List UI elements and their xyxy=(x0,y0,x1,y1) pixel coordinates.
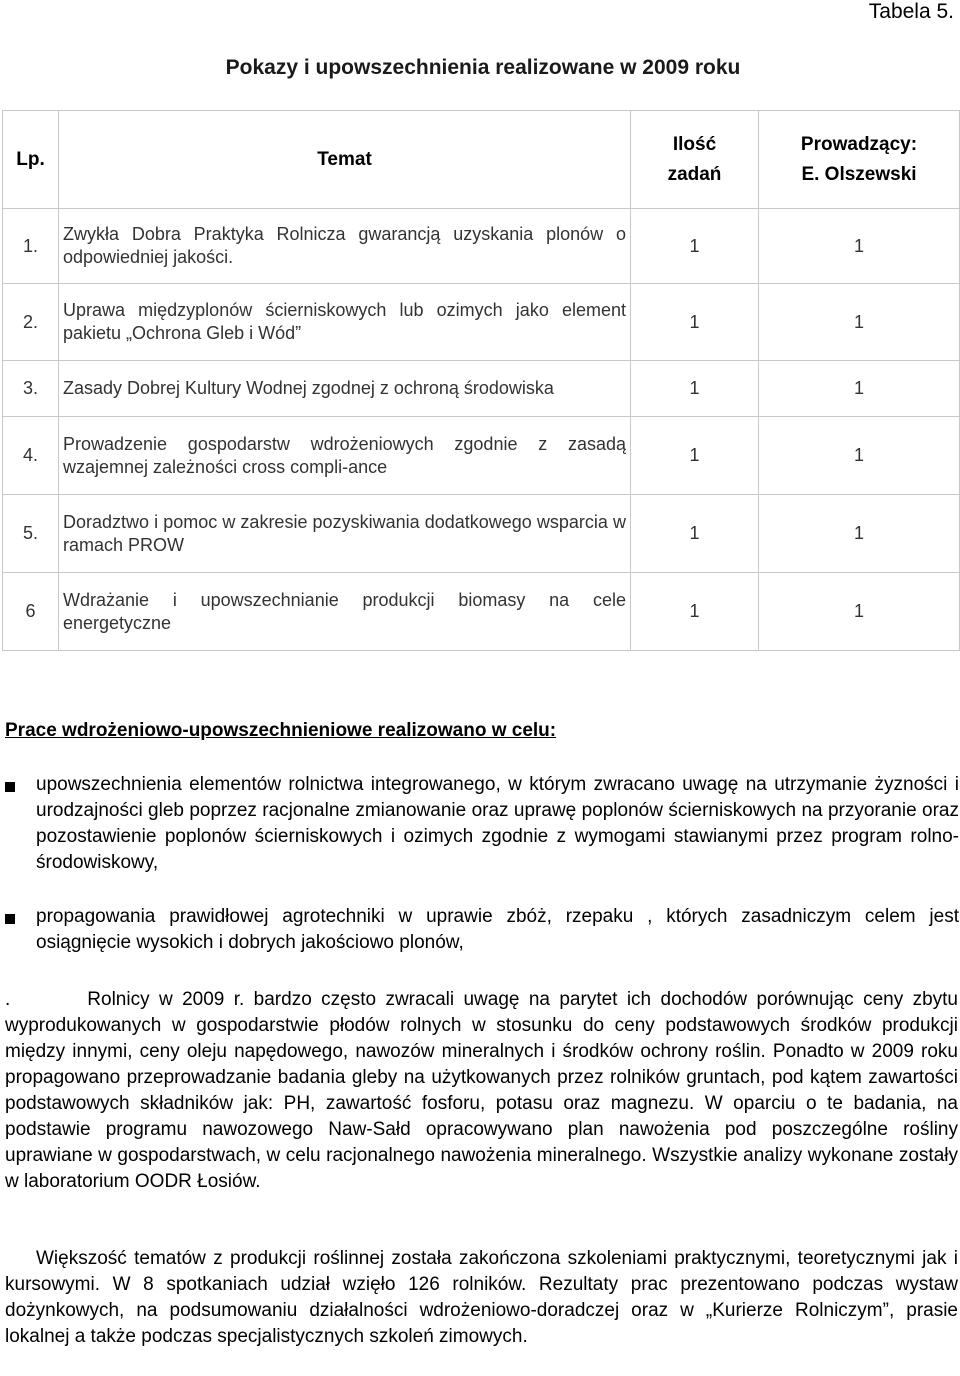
row-prowadzacy: 1 xyxy=(759,361,960,417)
row-topic: Zasady Dobrej Kultury Wodnej zgodnej z ochroną środowiska xyxy=(59,361,631,417)
row-ilosc: 1 xyxy=(631,573,759,651)
table-row xyxy=(3,209,960,284)
row-lp: 2. xyxy=(3,284,59,361)
header-ilosc-line1: Ilość xyxy=(672,133,717,155)
row-topic: Prowadzenie gospodarstw wdrożeniowych zgodnie z zasadą wzajemnej zależności cross compli-ance xyxy=(59,417,631,495)
row-topic: Zwykła Dobra Praktyka Rolnicza gwarancją uzyskania plonów o odpowiedniej jakości. xyxy=(59,209,631,284)
header-lp: Lp. xyxy=(3,111,59,209)
row-ilosc: 1 xyxy=(631,495,759,573)
paragraph-fertilization xyxy=(5,987,958,1195)
bullet-text: propagowania prawidłowej agrotechniki w uprawie zbóż, rzepaku , których zasadniczym celem jest osiągnięcie wysokich i dobrych jakościowo plonów, xyxy=(36,906,959,953)
header-prowadzacy xyxy=(759,111,960,209)
paragraph-text: Rolnicy w 2009 r. bardzo często zwracali uwagę na parytet ich dochodów porównując ceny zbytu wyprodukowanych w gospodarstwie płodów rolnych w stosunku do ceny podstawowych środków produkcji między innymi, ceny oleju napędowego, nawozów mineralnych i środków ochrony roślin. Ponadto w 2009 roku propagowano przeprowadzanie badania gleby na użytkowanych przez rolników gruntach, pod kątem zawartości podstawowych składników jak: PH, zawartość fosforu, potasu oraz magnezu. W oparciu o te badania, na podstawie programu nawozowego Naw-Sałd opracowywano plan nawożenia pod poszczególne rośliny uprawiane w gospodarstwach, w celu racjonalnego nawożenia mineralnego. Wszystkie analizy wykonane zostały w laboratorium OODR Łosiów. xyxy=(5,989,958,1192)
bullet-text: upowszechnienia elementów rolnictwa integrowanego, w którym zwracano uwagę na utrzymanie żyzności i urodzajności gleb poprzez racjonalne zmianowanie oraz uprawę poplonów ścierniskowych na przyoranie oraz pozostawienie poplonów ścierniskowych i ozimych zgodnie z wymogami stawianymi przez program rolno-środowiskowy, xyxy=(36,774,959,873)
row-ilosc: 1 xyxy=(631,417,759,495)
header-prowadzacy-line1: Prowadzący: xyxy=(800,133,918,155)
table-row xyxy=(3,361,960,417)
table-row xyxy=(3,417,960,495)
row-prowadzacy: 1 xyxy=(759,417,960,495)
row-lp: 1. xyxy=(3,209,59,284)
row-prowadzacy: 1 xyxy=(759,573,960,651)
row-topic: Wdrażanie i upowszechnianie produkcji biomasy na cele energetyczne xyxy=(59,573,631,651)
row-ilosc: 1 xyxy=(631,209,759,284)
row-topic: Doradztwo i pomoc w zakresie pozyskiwania dodatkowego wsparcia w ramach PROW xyxy=(59,495,631,573)
row-ilosc: 1 xyxy=(631,361,759,417)
bullet-item xyxy=(5,772,959,876)
row-ilosc: 1 xyxy=(631,284,759,361)
header-temat: Temat xyxy=(59,111,631,209)
table-row xyxy=(3,284,960,361)
row-topic: Uprawa międzyplonów ścierniskowych lub ozimych jako element pakietu „Ochrona Gleb i Wód” xyxy=(59,284,631,361)
row-lp: 3. xyxy=(3,361,59,417)
row-lp: 4. xyxy=(3,417,59,495)
header-ilosc xyxy=(631,111,759,209)
section-heading: Prace wdrożeniowo-upowszechnieniowe realizowano w celu: xyxy=(5,720,557,741)
document-title: Pokazy i upowszechnienia realizowane w 2009 roku xyxy=(225,56,741,79)
row-prowadzacy: 1 xyxy=(759,209,960,284)
bullet-item xyxy=(5,904,959,956)
table-header-row xyxy=(3,111,960,209)
paragraph-prefix: . xyxy=(5,989,11,1010)
row-lp: 5. xyxy=(3,495,59,573)
header-ilosc-line2: zadań xyxy=(667,163,722,185)
shows-table xyxy=(2,110,960,651)
header-prowadzacy-line2: E. Olszewski xyxy=(801,163,917,185)
table-row xyxy=(3,573,960,651)
row-prowadzacy: 1 xyxy=(759,495,960,573)
row-lp: 6 xyxy=(3,573,59,651)
square-bullet-icon xyxy=(5,782,15,792)
row-prowadzacy: 1 xyxy=(759,284,960,361)
table-row xyxy=(3,495,960,573)
square-bullet-icon xyxy=(5,914,15,924)
paragraph-training: Większość tematów z produkcji roślinnej została zakończona szkoleniami praktycznymi, teoretycznymi jak i kursowymi. W 8 spotkaniach udział wzięło 126 rolników. Rezultaty prac prezentowano podczas wystaw dożynkowych, na podsumowaniu działalności wdrożeniowo-doradczej oraz w „Kurierze Rolniczym”, prasie lokalnej a także podczas specjalistycznych szkoleń zimowych. xyxy=(5,1248,958,1347)
table-number-label: Tabela 5. xyxy=(868,0,954,23)
